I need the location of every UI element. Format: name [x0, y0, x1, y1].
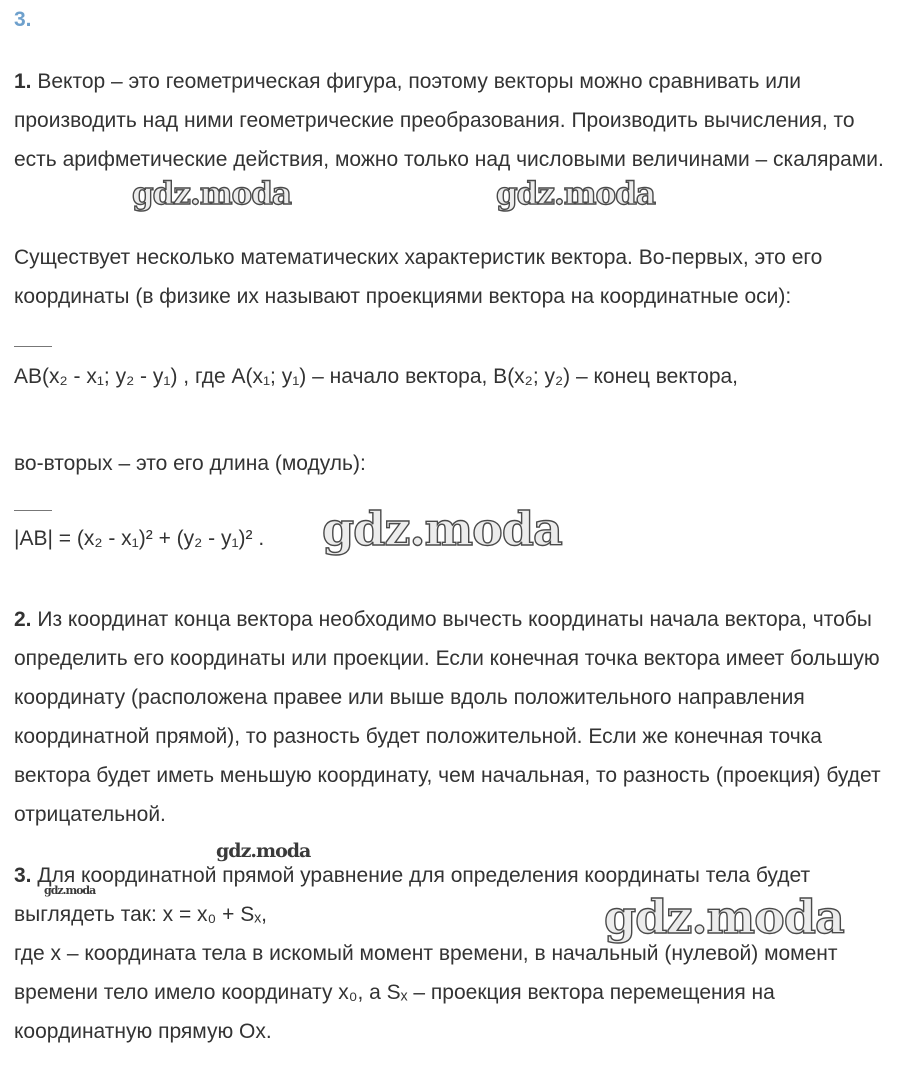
paragraph-1 — [14, 62, 894, 179]
paragraph-4 — [14, 600, 894, 834]
paragraph-5-number: 3. — [14, 864, 32, 887]
paragraph-1-text: Вектор – это геометрическая фигура, поэтому векторы можно сравнивать или производить над ними геометрические преобразования. Производить вычисления, то есть арифметические действия, можно только над числовыми величинами – скалярами. — [14, 70, 884, 171]
formula-vector-coordinates: AB(x₂ - x₁; y₂ - y₁) , где A(x₁; y₁) – начало вектора, B(x₂; y₂) – конец вектора, — [14, 365, 739, 388]
paragraph-1-number: 1. — [14, 70, 32, 93]
watermark-6: gdz.moda — [604, 890, 844, 944]
paragraph-5-text-2: где x – координата тела в искомый момент времени, в начальный (нулевой) момент времени тело имело координату x₀, а Sₓ – проекция вектора перемещения на координатную прямую Ox. — [14, 942, 838, 1043]
paragraph-2-text: Существует несколько математических характеристик вектора. Во-первых, это его координаты (в физике их называют проекциями вектора на координатные оси): — [14, 246, 823, 308]
task-number: 3. — [14, 8, 32, 31]
watermark-4: gdz.moda — [216, 840, 311, 862]
paragraph-3-text: во-вторых – это его длина (модуль): — [14, 452, 366, 475]
paragraph-3 — [14, 444, 894, 483]
paragraph-2 — [14, 238, 894, 316]
formula-vector-length: |AB| = (x₂ - x₁)² + (y₂ - y₁)² . — [14, 527, 265, 550]
paragraph-5 — [14, 856, 894, 1051]
paragraph-4-text: Из координат конца вектора необходимо вычесть координаты начала вектора, чтобы определить его координаты или проекции. Если конечная точка вектора имеет большую координату (расположена правее или выше вдоль положительного направления координатной прямой), то разность будет положительной. Если же конечная точка вектора будет иметь меньшую координату, чем начальная, то разность (проекция) будет отрицательной. — [14, 608, 881, 826]
watermark-5: gdz.moda — [44, 884, 96, 897]
watermark-3: gdz.moda — [322, 502, 562, 556]
watermark-2: gdz.moda — [496, 176, 655, 212]
vector-overbar-2 — [14, 510, 52, 511]
vector-overbar-1 — [14, 346, 52, 347]
paragraph-4-number: 2. — [14, 608, 32, 631]
watermark-1: gdz.moda — [132, 176, 291, 212]
paragraph-5-text-1: Для координатной прямой уравнение для определения координаты тела будет выглядеть так: x = x₀ + Sₓ, — [14, 864, 811, 926]
